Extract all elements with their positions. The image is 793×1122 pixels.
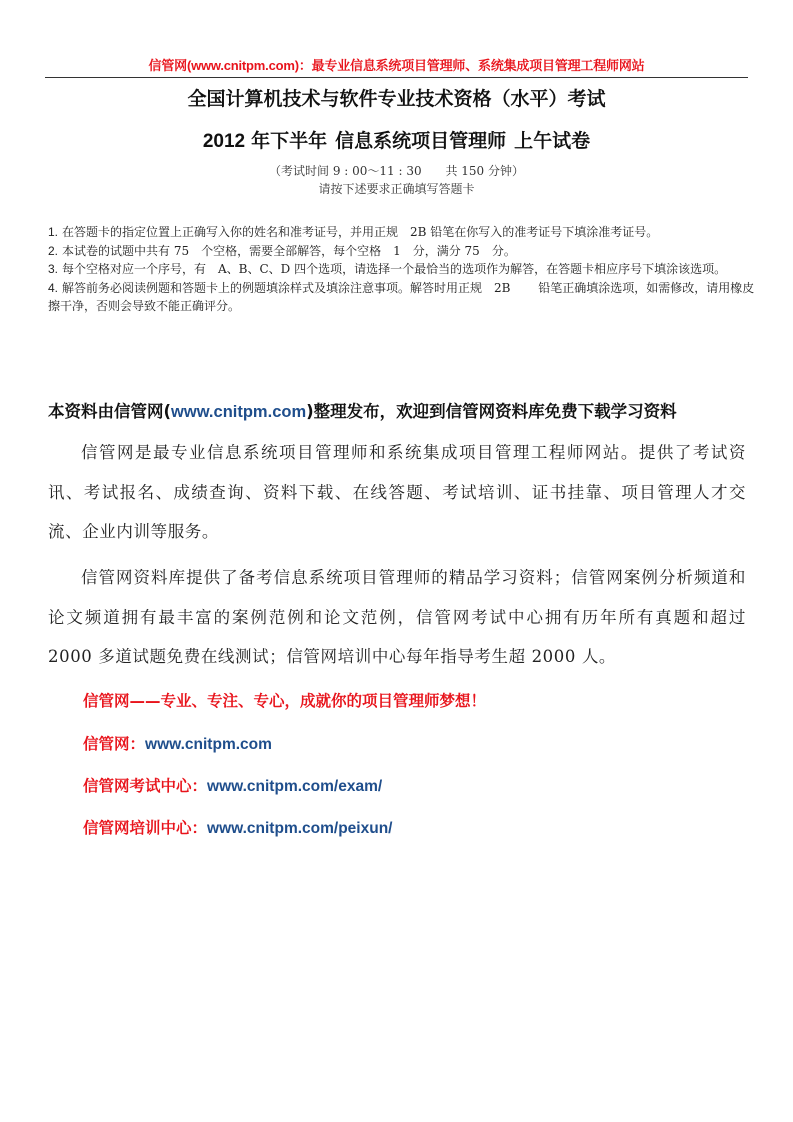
exam-center-line [83,774,382,799]
exam-time-info [0,162,793,180]
instruction-text: 解答前务必阅读例题和答题卡上的例题填涂样式及填涂注意事项。解答时用正规 2B 铅笔正确填涂选项，如需修改，请用橡皮擦干净，否则会导致不能正确评分。 [48,280,755,313]
instruction-text: 本试卷的试题中共有 75 个空格，需要全部解答，每个空格 1 分，满分 75 分。 [62,243,516,258]
instruction-item [48,242,758,261]
instruction-number: 2. [48,243,59,258]
intro-paragraph: 信管网是最专业信息系统项目管理师和系统集成项目管理工程师网站。提供了考试资讯、考试报名、成绩查询、资料下载、在线答题、考试培训、证书挂靠、项目管理人才交流、企业内训等服务。 [48,443,746,541]
exam-subtitle [0,128,793,155]
instruction-heading: 请按下述要求正确填写答题卡 [318,182,475,196]
promo-heading [48,400,778,424]
duration-suffix: 分钟） [488,164,525,178]
time-range: 9 : 00～11 : 30 [332,164,422,178]
page-header [45,55,748,78]
instruction-number: 3. [48,262,59,276]
promo-heading-link[interactable]: www.cnitpm.com [171,403,307,421]
instruction-item [48,223,758,242]
promo-heading-prefix: 本资料由信管网( [48,402,172,421]
time-label: （考试时间 [268,164,329,178]
instruction-text: 在答题卡的指定位置上正确写入你的姓名和准考证号，并用正规 2B 铅笔在你写入的准考证号下填涂准考证号。 [62,225,659,239]
promo-heading-suffix: )整理发布，欢迎到信管网资料库免费下载学习资料 [306,402,677,421]
exam-center-link[interactable]: www.cnitpm.com/exam/ [207,778,383,795]
instructions-list [48,223,758,316]
duration-prefix: 共 [445,164,458,178]
exam-subject: 信息系统项目管理师 [335,130,507,152]
site-link-line [83,732,272,757]
instruction-number: 4. [48,280,59,295]
site-link[interactable]: www.cnitpm.com [145,736,272,753]
exam-session: 上午试卷 [514,130,591,152]
training-center-label: 信管网培训中心： [83,819,208,837]
training-center-link[interactable]: www.cnitpm.com/peixun/ [207,820,393,837]
instruction-item [48,279,758,316]
instruction-number: 1. [48,225,59,239]
exam-center-label: 信管网考试中心： [83,777,208,795]
duration-value: 150 [461,164,485,178]
exam-term: 年下半年 [251,130,328,152]
site-label: 信管网： [83,735,146,753]
instruction-text: 每个空格对应一个序号，有 A、B、C、D 四个选项，请选择一个最恰当的选项作为解答，在答题卡相应序号下填涂该选项。 [62,262,727,276]
exam-year: 2012 [202,131,246,152]
training-center-line [83,816,392,841]
motto: 信管网——专业、专注、专心，成就你的项目管理师梦想！ [83,692,487,710]
resources-paragraph: 信管网资料库提供了备考信息系统项目管理师的精品学习资料；信管网案例分析频道和论文频道拥有最丰富的案例范例和论文范例，信管网考试中心拥有历年所有真题和超过 2000 多道试题免费在线测试；信管网培训中心每年指导考生超 2000 人。 [48,568,746,666]
header-text: 信管网(www.cnitpm.com)：最专业信息系统项目管理师、系统集成项目管理工程师网站 [148,58,645,73]
exam-title: 全国计算机技术与软件专业技术资格（水平）考试 [187,88,606,110]
instruction-item [48,260,758,279]
